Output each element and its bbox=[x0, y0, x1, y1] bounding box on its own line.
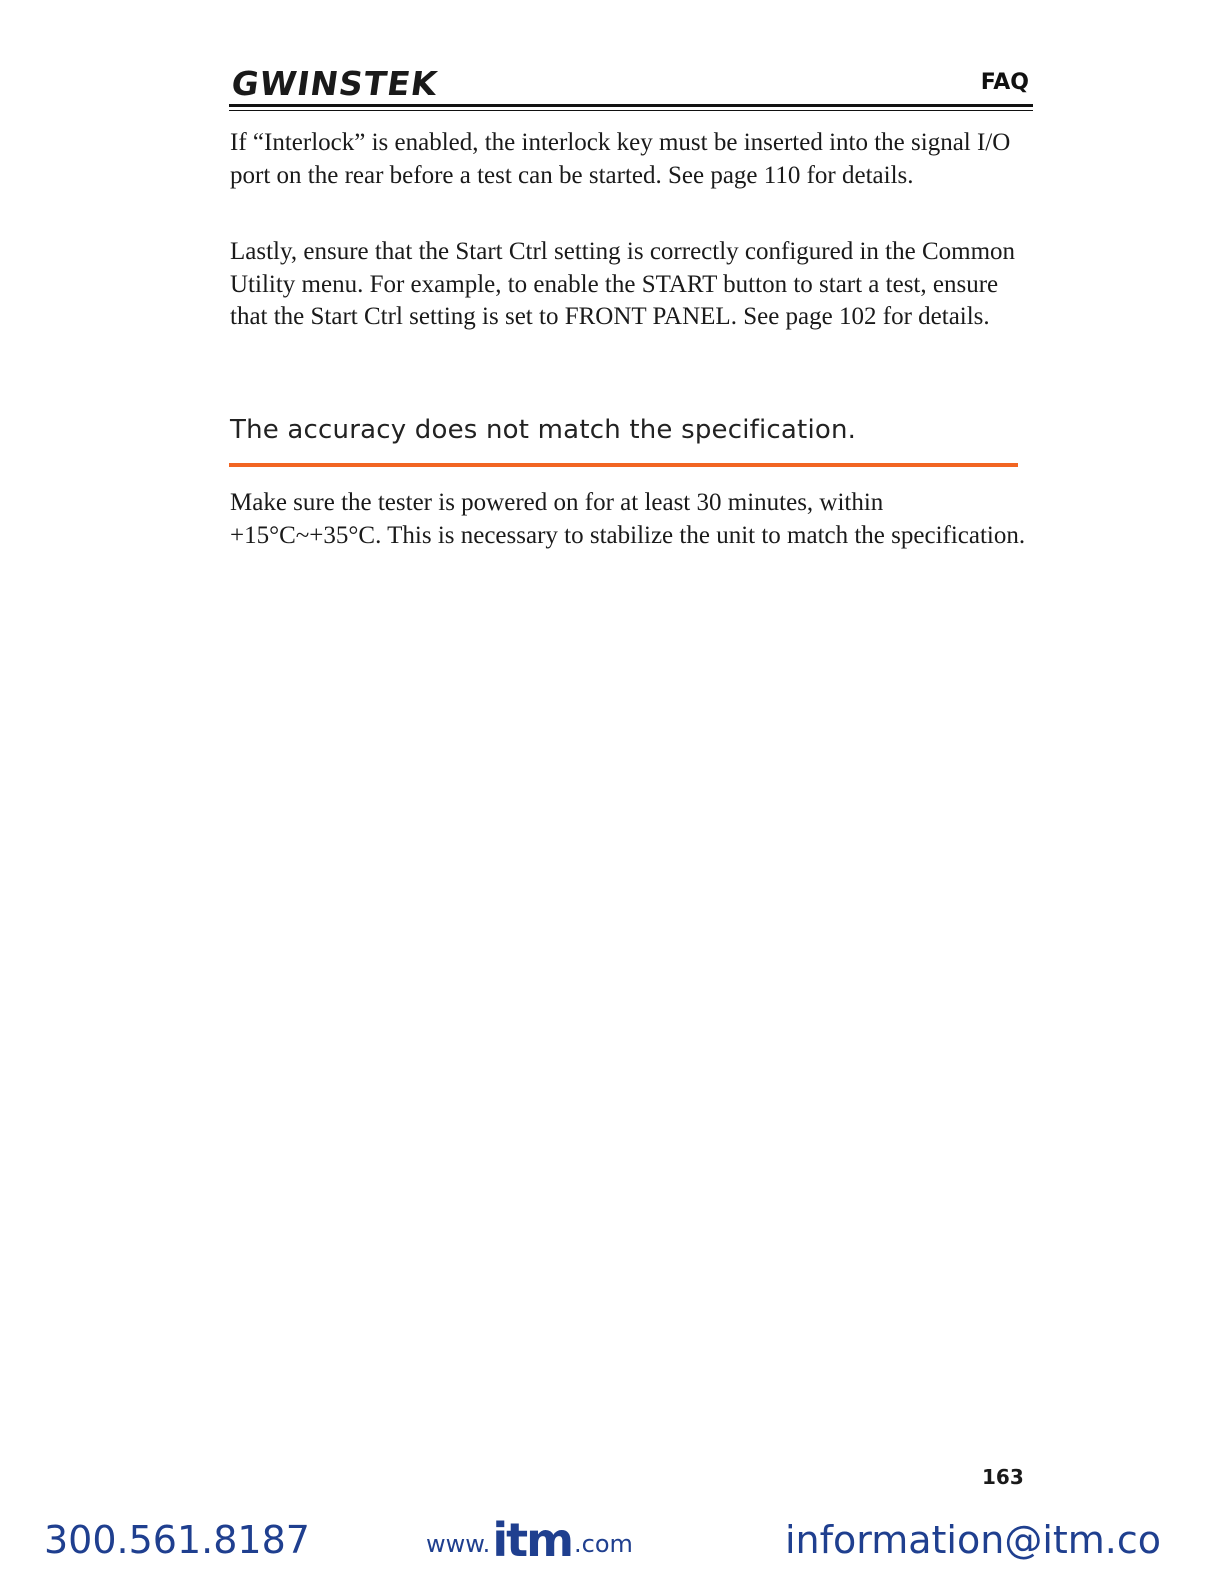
page-number: 163 bbox=[982, 1465, 1024, 1489]
footer-web-prefix: www. bbox=[426, 1530, 491, 1558]
itm-logo: itm bbox=[492, 1513, 573, 1567]
paragraph-start-ctrl: Lastly, ensure that the Start Ctrl setting is correctly configured in the Common Utility menu. For example, to enable the START button to start a test, ensure that the Start Ctrl setting is set to FRONT PANEL. See page 102 for details. bbox=[230, 238, 1016, 330]
gwinstek-logo: GWINSTEK bbox=[229, 64, 441, 103]
header-rule bbox=[229, 104, 1033, 107]
footer-web-suffix: .com bbox=[574, 1530, 633, 1558]
header-rule-thin bbox=[229, 110, 1033, 111]
heading-rule bbox=[229, 463, 1018, 467]
footer-banner bbox=[0, 1510, 1219, 1582]
paragraph-interlock: If “Interlock” is enabled, the interlock key must be inserted into the signal I/O port on the rear before a test can be started. See page 110 for details. bbox=[230, 129, 1011, 189]
section-title: FAQ bbox=[980, 70, 1029, 95]
paragraph-accuracy: Make sure the tester is powered on for at least 30 minutes, within +15°C~+35°C. This is necessary to stabilize the unit to match the specification. bbox=[230, 489, 1026, 549]
footer-phone: 300.561.8187 bbox=[44, 1518, 310, 1562]
faq-heading: The accuracy does not match the specification. bbox=[230, 415, 857, 445]
footer-email[interactable]: information@itm.co bbox=[785, 1518, 1162, 1562]
footer-website[interactable] bbox=[426, 1513, 633, 1567]
